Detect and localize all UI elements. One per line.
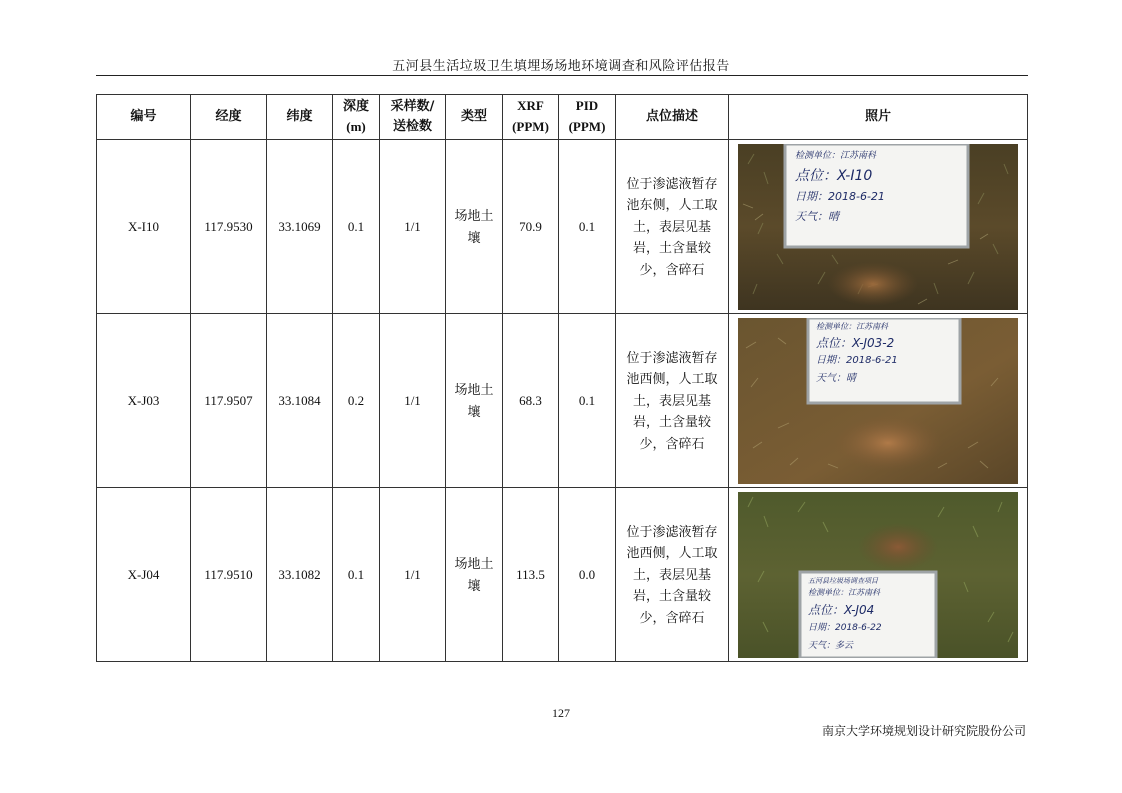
table-header-row: [97, 95, 1028, 140]
report-title: 五河县生活垃圾卫生填埋场场地环境调查和风险评估报告: [392, 59, 730, 74]
cell-latitude: 33.1084: [267, 314, 333, 488]
table-row: [97, 488, 1028, 662]
board-text: 天气：晴: [816, 372, 856, 384]
cell-latitude: 33.1069: [267, 140, 333, 314]
cell-xrf: 68.3: [503, 314, 559, 488]
cell-depth: 0.1: [333, 140, 380, 314]
cell-sample-count: 1/1: [380, 314, 446, 488]
board-text: 日期：2018-6-22: [808, 622, 882, 633]
cell-photo: [729, 140, 1028, 314]
cell-depth: 0.1: [333, 488, 380, 662]
cell-id: X-J03: [97, 314, 191, 488]
table-row: [97, 140, 1028, 314]
cell-latitude: 33.1082: [267, 488, 333, 662]
board-text: 天气：晴: [795, 209, 839, 223]
cell-id: X-J04: [97, 488, 191, 662]
cell-depth: 0.2: [333, 314, 380, 488]
col-header-sample-count: 采样数/ 送检数: [380, 95, 446, 140]
site-photo: [738, 492, 1018, 658]
footer-organization: 南京大学环境规划设计研究院股份公司: [821, 724, 1026, 738]
cell-pid: 0.1: [559, 314, 616, 488]
cell-sample-count: 1/1: [380, 488, 446, 662]
cell-xrf: 113.5: [503, 488, 559, 662]
col-header-id: 编号: [97, 95, 191, 140]
board-text: 日期：2018-6-21: [816, 354, 898, 366]
col-header-xrf: XRF (PPM): [503, 95, 559, 140]
col-header-description: 点位描述: [616, 95, 729, 140]
cell-sample-count: 1/1: [380, 140, 446, 314]
cell-description: 位于渗滤液暂存 池西侧，人工取 土，表层见基 岩，土含量较 少，含碎石: [616, 488, 729, 662]
cell-type: 场地土 壤: [446, 140, 503, 314]
cell-photo: [729, 314, 1028, 488]
page-number: 127: [552, 706, 570, 720]
cell-longitude: 117.9530: [191, 140, 267, 314]
cell-type: 场地土 壤: [446, 314, 503, 488]
header-rule: [96, 75, 1028, 76]
col-header-pid: PID (PPM): [559, 95, 616, 140]
col-header-depth: 深度 (m): [333, 95, 380, 140]
board-text: 五河县垃圾场调查项目: [808, 576, 878, 585]
site-photo: [738, 318, 1018, 484]
col-header-longitude: 经度: [191, 95, 267, 140]
site-photo: [738, 144, 1018, 310]
cell-description: 位于渗滤液暂存 池东侧，人工取 土，表层见基 岩，土含量较 少，含碎石: [616, 140, 729, 314]
cell-photo: [729, 488, 1028, 662]
cell-longitude: 117.9510: [191, 488, 267, 662]
cell-xrf: 70.9: [503, 140, 559, 314]
board-text: 点位：X-J04: [808, 602, 875, 617]
cell-pid: 0.0: [559, 488, 616, 662]
board-text: 日期：2018-6-21: [795, 189, 885, 203]
cell-longitude: 117.9507: [191, 314, 267, 488]
col-header-latitude: 纬度: [267, 95, 333, 140]
board-text: 点位：X-I10: [795, 167, 873, 184]
board-text: 检测单位：江苏南科: [816, 321, 888, 331]
table-row: [97, 314, 1028, 488]
col-header-photo: 照片: [729, 95, 1028, 140]
col-header-type: 类型: [446, 95, 503, 140]
cell-id: X-I10: [97, 140, 191, 314]
cell-type: 场地土 壤: [446, 488, 503, 662]
board-text: 点位：X-J03-2: [816, 335, 895, 350]
board-text: 天气：多云: [808, 640, 854, 651]
board-text: 检测单位：江苏南科: [795, 150, 877, 161]
sampling-table: [96, 94, 1028, 662]
cell-description: 位于渗滤液暂存 池西侧，人工取 土，表层见基 岩，土含量较 少，含碎石: [616, 314, 729, 488]
board-text: 检测单位：江苏南科: [808, 587, 880, 597]
cell-pid: 0.1: [559, 140, 616, 314]
